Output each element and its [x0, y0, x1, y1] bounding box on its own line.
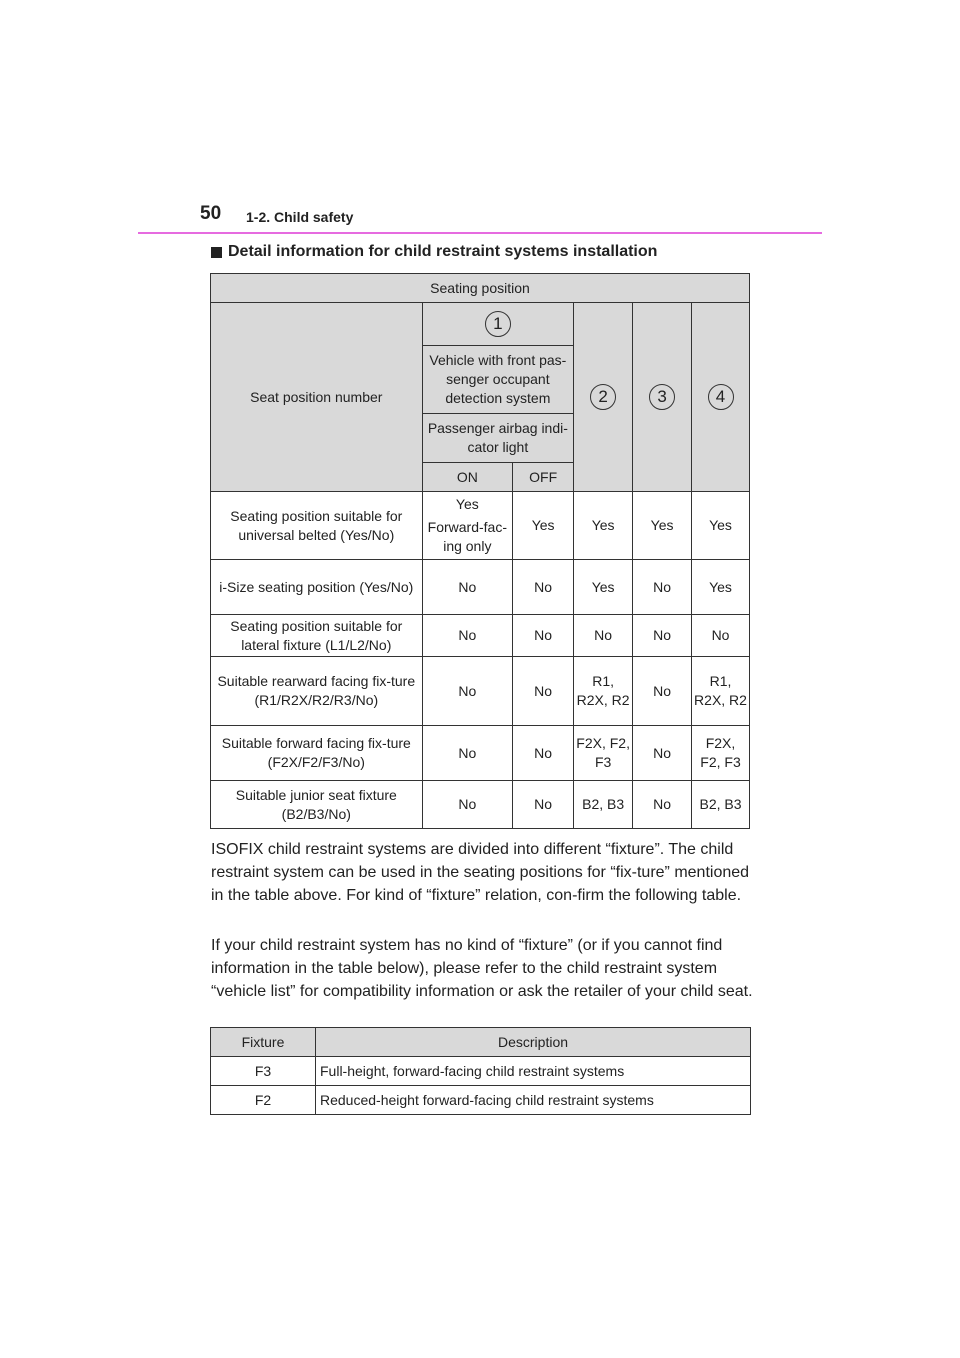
on-note: Forward-fac-ing only [427, 519, 508, 554]
row-p2-cell: No [574, 615, 633, 657]
position-3-header [633, 303, 692, 492]
fixture-table [210, 1027, 751, 1115]
row-p2-cell: R1, R2X, R2 [574, 657, 633, 726]
header-rule [138, 232, 822, 234]
row-p3-cell: No [633, 560, 692, 615]
position-3-icon: 3 [649, 384, 675, 410]
off-header: OFF [513, 463, 574, 492]
page-number: 50 [200, 203, 222, 224]
row-on-cell: No [422, 781, 513, 829]
position-1-icon: 1 [485, 311, 511, 337]
description-header: Description [316, 1028, 751, 1057]
section-title: 1-2. Child safety [246, 209, 354, 225]
row-label: Suitable rearward facing fix-ture (R1/R2X/R2/R3/No) [211, 657, 423, 726]
row-off-cell: Yes [513, 492, 574, 560]
row-p4-cell: R1, R2X, R2 [692, 657, 750, 726]
row-off-cell: No [513, 781, 574, 829]
row-p2-cell: Yes [574, 560, 633, 615]
row-on-cell: No [422, 560, 513, 615]
row-p2-cell: Yes [574, 492, 633, 560]
position-2-header [574, 303, 633, 492]
fixture-cell: F2 [211, 1086, 316, 1115]
row-off-cell: No [513, 560, 574, 615]
row-p4-cell: Yes [692, 492, 750, 560]
table-row [211, 781, 750, 829]
seat-position-number-header: Seat position number [211, 303, 423, 492]
table-row [211, 657, 750, 726]
row-label: Seating position suitable for universal belted (Yes/No) [211, 492, 423, 560]
table-row [211, 615, 750, 657]
row-p3-cell: Yes [633, 492, 692, 560]
row-p4-cell: Yes [692, 560, 750, 615]
description-cell: Reduced-height forward-facing child restraint systems [316, 1086, 751, 1115]
table-row [211, 492, 750, 560]
table-row [211, 1057, 751, 1086]
fixture-header: Fixture [211, 1028, 316, 1057]
vehicle-detection-header: Vehicle with front pas-senger occupant detection system [422, 346, 574, 414]
position-1-header [422, 303, 574, 346]
row-p3-cell: No [633, 615, 692, 657]
airbag-light-header: Passenger airbag indi-cator light [422, 414, 574, 463]
row-on-cell: No [422, 615, 513, 657]
row-label: Seating position suitable for lateral fixture (L1/L2/No) [211, 615, 423, 657]
square-bullet-icon [211, 247, 222, 258]
row-p3-cell: No [633, 726, 692, 781]
row-p3-cell: No [633, 657, 692, 726]
seating-position-header: Seating position [211, 274, 750, 303]
fixture-cell: F3 [211, 1057, 316, 1086]
row-label: Suitable junior seat fixture (B2/B3/No) [211, 781, 423, 829]
row-p2-cell: F2X, F2, F3 [574, 726, 633, 781]
row-p2-cell: B2, B3 [574, 781, 633, 829]
subheading-text: Detail information for child restraint systems installation [228, 243, 658, 260]
seating-table [210, 273, 750, 829]
table-row [211, 560, 750, 615]
row-p4-cell: No [692, 615, 750, 657]
row-on-cell [422, 492, 513, 560]
on-value: Yes [455, 496, 479, 512]
row-p3-cell: No [633, 781, 692, 829]
subheading [211, 243, 657, 261]
paragraph-isofix: ISOFIX child restraint systems are divided into different “fixture”. The child restraint system can be used in the seating positions for “fix-ture” mentioned in the table above. For kind of “fixture” relation, con-firm the following table. [211, 841, 750, 904]
row-off-cell: No [513, 615, 574, 657]
row-off-cell: No [513, 657, 574, 726]
position-4-icon: 4 [708, 384, 734, 410]
on-header: ON [422, 463, 513, 492]
row-label: Suitable forward facing fix-ture (F2X/F2/F3/No) [211, 726, 423, 781]
row-on-cell: No [422, 657, 513, 726]
row-p4-cell: B2, B3 [692, 781, 750, 829]
row-on-cell: No [422, 726, 513, 781]
paragraph-no-fixture: If your child restraint system has no kind of “fixture” (or if you cannot find information in the table below), please refer to the child restraint system “vehicle list” for compatibility information or ask the retailer of your child seat. [211, 937, 753, 1000]
table-row [211, 1086, 751, 1115]
table-row [211, 726, 750, 781]
row-label: i-Size seating position (Yes/No) [211, 560, 423, 615]
position-4-header [692, 303, 750, 492]
row-off-cell: No [513, 726, 574, 781]
row-p4-cell: F2X, F2, F3 [692, 726, 750, 781]
description-cell: Full-height, forward-facing child restraint systems [316, 1057, 751, 1086]
position-2-icon: 2 [590, 384, 616, 410]
